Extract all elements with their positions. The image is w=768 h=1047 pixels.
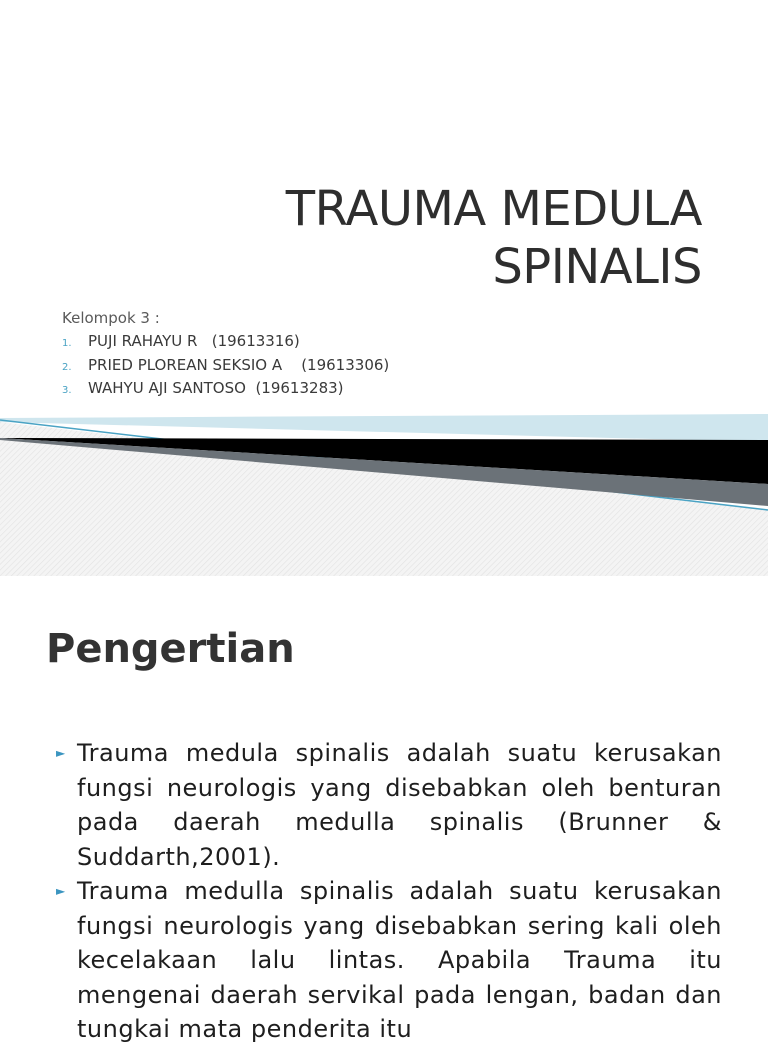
triangle-arrow-icon: ► [56,746,66,760]
member-item [62,332,389,356]
bullet-list [48,736,722,1047]
content-slide [0,576,768,1043]
member-number: 2. [62,361,72,373]
member-name: PRIED PLOREAN SEKSIO A (19613306) [88,355,390,374]
decorative-band [0,400,768,576]
member-number: 3. [62,385,72,396]
bullet-text: Trauma medula spinalis adalah suatu kerusakan fungsi neurologis yang disebabkan oleh benturan pada daerah medulla spinalis (Brunner & Suddarth,2001). [77,739,722,871]
member-list [62,309,389,403]
group-label: Kelompok 3 : [62,309,160,327]
slide-title [286,180,702,296]
triangle-arrow-icon: ► [56,884,66,898]
member-number: 1. [62,338,72,349]
bullet-item [48,736,722,874]
member-name: PUJI RAHAYU R (19613316) [88,332,300,350]
member-item [62,356,389,380]
bullet-item [48,874,722,1047]
bullet-text: Trauma medulla spinalis adalah suatu kerusakan fungsi neurologis yang disebabkan sering kali oleh kecelakaan lalu lintas. Apabila Trauma itu mengenai daerah servikal pada lengan, badan dan tungkai mata penderita itu [77,877,722,1043]
member-name: WAHYU AJI SANTOSO (19613283) [88,379,344,397]
title-line-1: TRAUMA MEDULA [285,181,702,237]
member-item [62,379,389,403]
title-line-2: SPINALIS [492,239,702,295]
slide-heading: Pengertian [46,626,295,672]
